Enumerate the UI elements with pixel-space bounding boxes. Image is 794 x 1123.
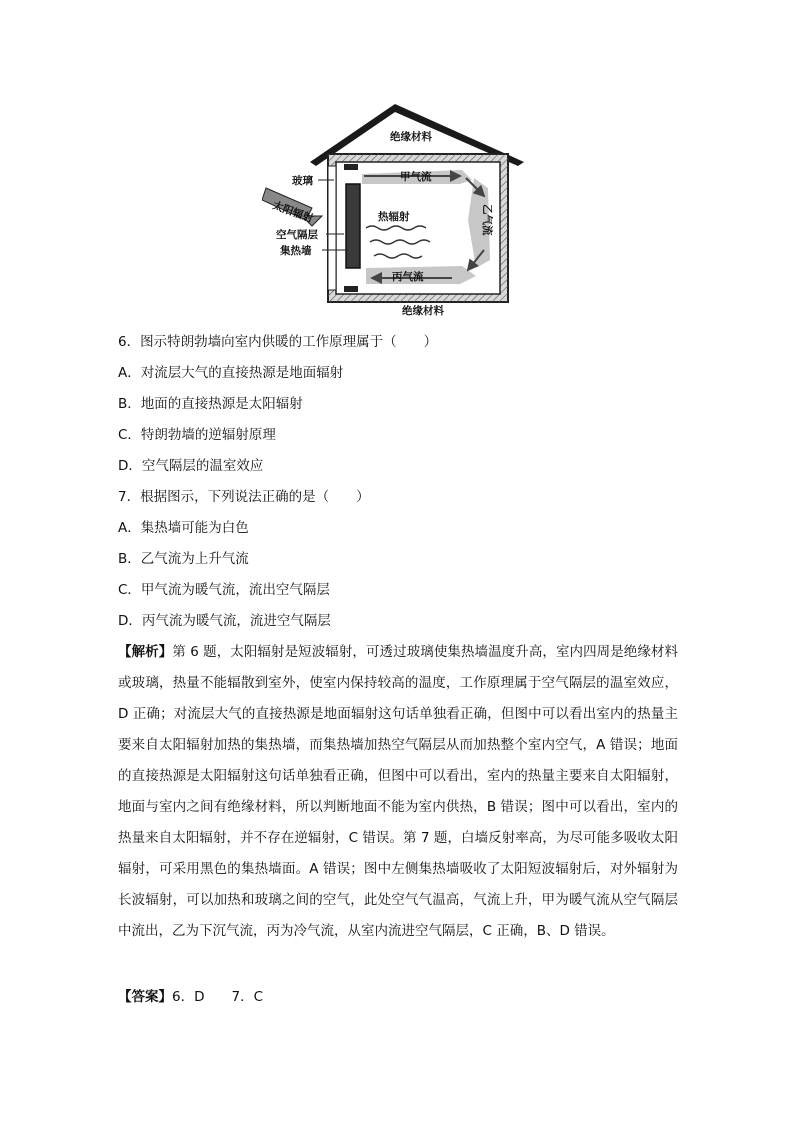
analysis-paragraph bbox=[118, 637, 678, 947]
glass-pane bbox=[328, 166, 336, 290]
q6-option-c: C．特朗勃墙的逆辐射原理 bbox=[118, 427, 276, 443]
label-glass: 玻璃 bbox=[292, 175, 313, 187]
q7-option-d: D．丙气流为暖气流，流进空气隔层 bbox=[118, 613, 331, 629]
q6-option-d: D．空气隔层的温室效应 bbox=[118, 458, 264, 474]
label-insulation-top: 绝缘材料 bbox=[390, 131, 432, 143]
label-flow-yi: 乙气流 bbox=[481, 204, 493, 236]
collector-wall bbox=[346, 184, 360, 268]
q7-option-a: A．集热墙可能为白色 bbox=[118, 520, 249, 536]
label-air-layer: 空气隔层 bbox=[276, 229, 318, 241]
label-heat-radiation: 热辐射 bbox=[378, 211, 410, 223]
q7-option-c: C．甲气流为暖气流，流出空气隔层 bbox=[118, 582, 330, 598]
trombe-wall-diagram bbox=[262, 100, 530, 318]
answer-text: 6．D 7．C bbox=[172, 989, 263, 1005]
label-solar-radiation: 太阳辐射 bbox=[270, 199, 315, 226]
q6-option-a: A．对流层大气的直接热源是地面辐射 bbox=[118, 365, 344, 381]
analysis-text: 第 6 题，太阳辐射是短波辐射，可透过玻璃使集热墙温度升高，室内四周是绝缘材料或玻璃，热量不能辐散到室外，使室内保持较高的温度，工作原理属于空气隔层的温室效应，D 正确；对流层大气的直接热源是地面辐射这句话单独看正确，但图中可以看出室内的热量主要来自太阳辐射加热的集热墙，而集热墙加热空气隔层从而加热整个室内空气，A 错误；地面的直接热源是太阳辐射这句话单独看正确，但图中可以看出，室内的热量主要来自太阳辐射，地面与室内之间有绝缘材料，所以判断地面不能为室内供热，B 错误；图中可以看出，室内的热量来自太阳辐射，并不存在逆辐射，C 错误。第 7 题，白墙反射率高，为尽可能多吸收太阳辐射，可采用黑色的集热墙面。A 错误；图中左侧集热墙吸收了太阳短波辐射后，对外辐射为长波辐射，可以加热和玻璃之间的空气，此处空气气温高，气流上升，甲为暖气流从空气隔层中流出，乙为下沉气流，丙为冷气流，从室内流进空气隔层，C 正确，B、D 错误。 bbox=[118, 644, 679, 939]
q6-stem: 6．图示特朗勃墙向室内供暖的工作原理属于（ ） bbox=[118, 334, 438, 350]
label-flow-jia: 甲气流 bbox=[400, 171, 432, 183]
label-flow-bing: 丙气流 bbox=[392, 271, 424, 283]
answer-tag: 【答案】 bbox=[118, 989, 172, 1005]
analysis-tag: 【解析】 bbox=[118, 644, 173, 660]
label-insulation-bottom: 绝缘材料 bbox=[402, 305, 444, 317]
answer-line bbox=[118, 988, 263, 1006]
q7-stem: 7．根据图示，下列说法正确的是（ ） bbox=[118, 489, 370, 505]
q6-option-b: B．地面的直接热源是太阳辐射 bbox=[118, 396, 303, 412]
q7-option-b: B．乙气流为上升气流 bbox=[118, 551, 249, 567]
label-collector-wall: 集热墙 bbox=[280, 245, 312, 257]
